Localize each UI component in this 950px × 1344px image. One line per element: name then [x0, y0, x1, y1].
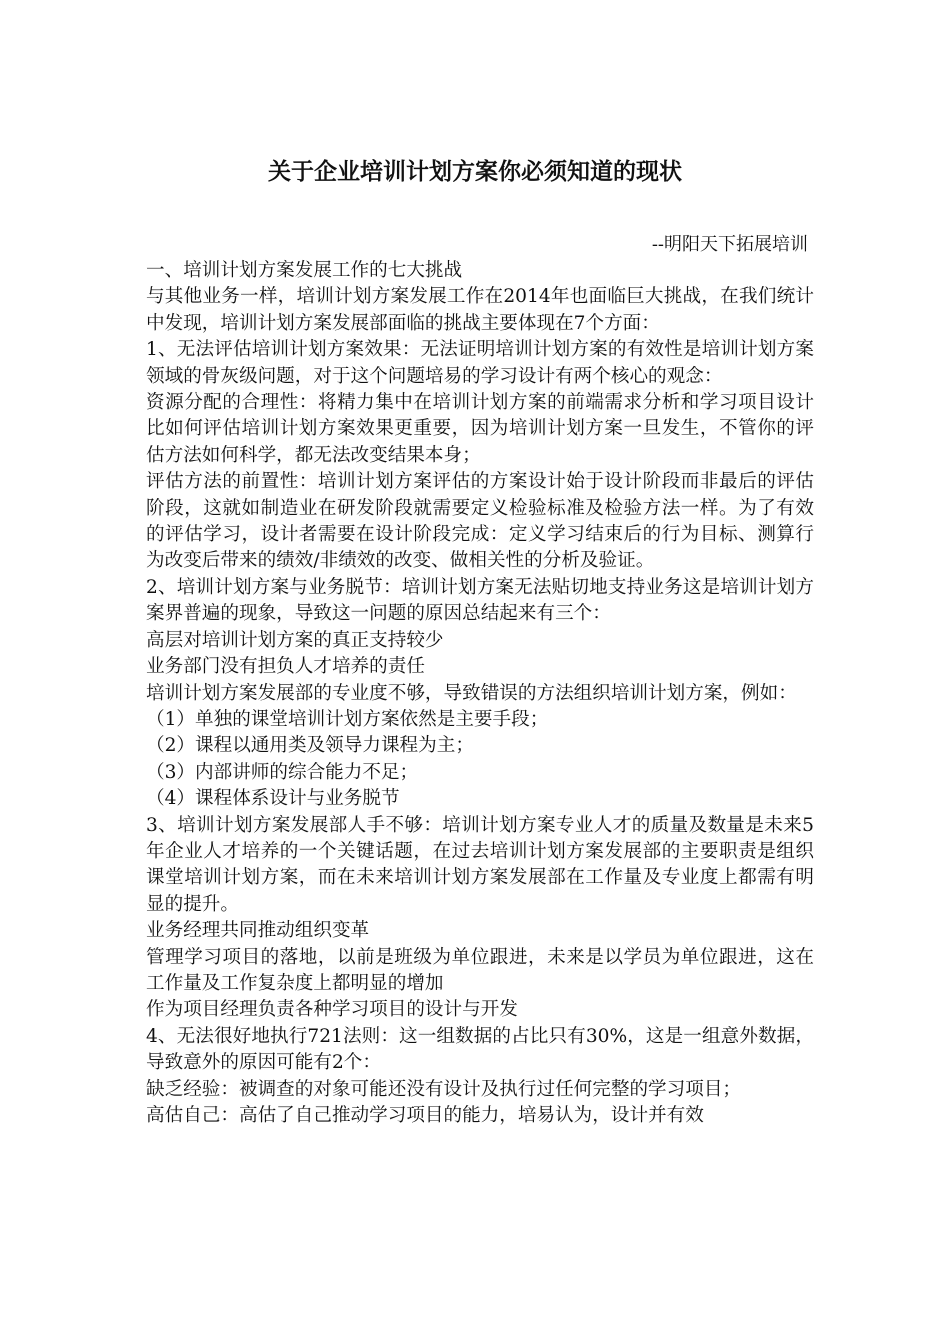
list-item: （2）课程以通用类及领导力课程为主； — [146, 735, 474, 757]
paragraph: 业务经理共同推动组织变革 — [146, 920, 370, 942]
paragraph: 作为项目经理负责各种学习项目的设计与开发 — [146, 999, 518, 1021]
paragraph: 业务部门没有担负人才培养的责任 — [146, 656, 425, 678]
paragraph: 1、无法评估培训计划方案效果：无法证明培训计划方案的有效性是培训计划方案领域的骨灰级问题，对于这个问题培易的学习设计有两个核心的观念： — [146, 339, 814, 387]
paragraph: 资源分配的合理性：将精力集中在培训计划方案的前端需求分析和学习项目设计比如何评估培训计划方案效果更重要，因为培训计划方案一旦发生，不管你的评估方法如何科学，都无法改变结果本身； — [146, 392, 814, 466]
paragraph: 与其他业务一样，培训计划方案发展工作在2014年也面临巨大挑战，在我们统计中发现，培训计划方案发展部面临的挑战主要体现在7个方面： — [146, 286, 814, 334]
list-item: （1）单独的课堂培训计划方案依然是主要手段； — [146, 708, 549, 730]
paragraph: 评估方法的前置性：培训计划方案评估的方案设计始于设计阶段而非最后的评估阶段，这就如制造业在研发阶段就需要定义检验标准及检验方法一样。为了有效的评估学习，设计者需要在设计阶段完成：定义学习结束后的行为目标、测算行为改变后带来的绩效/非绩效的改变、做相关性的分析及验证。 — [146, 471, 814, 572]
paragraph: 3、培训计划方案发展部人手不够：培训计划方案专业人才的质量及数量是未来5年企业人才培养的一个关键话题，在过去培训计划方案发展部的主要职责是组织课堂培训计划方案，而在未来培训计划方案发展部在工作量及专业度上都需有明显的提升。 — [146, 814, 814, 915]
document-body — [146, 258, 814, 1129]
paragraph: 管理学习项目的落地，以前是班级为单位跟进，未来是以学员为单位跟进，这在工作量及工作复杂度上都明显的增加 — [146, 946, 814, 994]
paragraph: 2、培训计划方案与业务脱节：培训计划方案无法贴切地支持业务这是培训计划方案界普遍的现象，导致这一问题的原因总结起来有三个： — [146, 576, 814, 625]
list-item: （4）课程体系设计与业务脱节 — [146, 788, 400, 810]
list-item: （3）内部讲师的综合能力不足； — [146, 761, 419, 783]
paragraph: 缺乏经验：被调查的对象可能还没有设计及执行过任何完整的学习项目； — [146, 1078, 742, 1100]
paragraph: 培训计划方案发展部的专业度不够，导致错误的方法组织培训计划方案，例如： — [146, 682, 797, 704]
paragraph: 高层对培训计划方案的真正支持较少 — [146, 629, 444, 651]
byline: --明阳天下拓展培训 — [651, 234, 808, 255]
paragraph: 4、无法很好地执行721法则：这一组数据的占比只有30%，这是一组意外数据，导致意外的原因可能有2个： — [146, 1025, 814, 1074]
document-title: 关于企业培训计划方案你必须知道的现状 — [268, 159, 682, 185]
paragraph: 高估自己：高估了自己推动学习项目的能力，培易认为，设计并有效 — [146, 1105, 704, 1126]
section-heading: 一、培训计划方案发展工作的七大挑战 — [146, 260, 463, 281]
